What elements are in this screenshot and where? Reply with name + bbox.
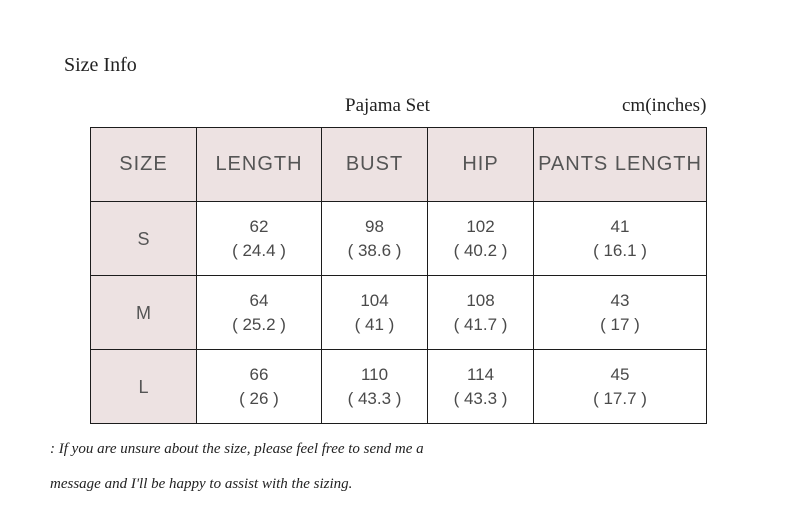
- table-row: [91, 202, 707, 276]
- inch-value: ( 43.3 ): [347, 388, 402, 408]
- inch-value: ( 16.1 ): [593, 240, 647, 260]
- inch-value: ( 26 ): [239, 388, 279, 408]
- cm-value: 102: [466, 216, 495, 236]
- hip-cell: [428, 350, 534, 424]
- bust-cell: [322, 276, 428, 350]
- inch-value: ( 40.2 ): [453, 240, 508, 260]
- column-header-pants-length: PANTS LENGTH: [534, 128, 707, 202]
- inch-value: ( 17.7 ): [593, 388, 647, 408]
- page-title: Size Info: [64, 54, 137, 76]
- inch-value: ( 38.6 ): [347, 240, 402, 260]
- pants-length-cell: [534, 350, 707, 424]
- size-chart-table: [90, 127, 707, 424]
- bust-cell: [322, 202, 428, 276]
- pants-length-cell: [534, 276, 707, 350]
- column-header-hip: HIP: [428, 128, 534, 202]
- size-label-cell: S: [91, 202, 197, 276]
- cm-value: 98: [365, 216, 384, 236]
- cm-value: 62: [249, 216, 269, 236]
- cm-value: 108: [466, 290, 495, 310]
- table-row: [91, 350, 707, 424]
- hip-cell: [428, 276, 534, 350]
- cm-value: 66: [249, 364, 269, 384]
- size-label-cell: L: [91, 350, 197, 424]
- inch-value: ( 25.2 ): [232, 314, 286, 334]
- length-cell: [197, 350, 322, 424]
- pants-length-cell: [534, 202, 707, 276]
- length-cell: [197, 276, 322, 350]
- column-header-length: LENGTH: [197, 128, 322, 202]
- cm-value: 104: [360, 290, 389, 310]
- table-row: [91, 276, 707, 350]
- inch-value: ( 41.7 ): [453, 314, 508, 334]
- cm-value: 114: [466, 364, 495, 384]
- inch-value: ( 43.3 ): [453, 388, 508, 408]
- cm-value: 43: [610, 290, 630, 310]
- units-label: cm(inches): [622, 95, 707, 116]
- size-label-cell: M: [91, 276, 197, 350]
- inch-value: ( 41 ): [354, 314, 395, 334]
- hip-cell: [428, 202, 534, 276]
- cm-value: 41: [610, 216, 630, 236]
- cm-value: 110: [360, 364, 389, 384]
- length-cell: [197, 202, 322, 276]
- sizing-note-line-2: message and I'll be happy to assist with the sizing.: [50, 476, 353, 492]
- cm-value: 64: [249, 290, 269, 310]
- cm-value: 45: [610, 364, 630, 384]
- inch-value: ( 17 ): [600, 314, 640, 334]
- table-subtitle: Pajama Set: [345, 95, 430, 116]
- inch-value: ( 24.4 ): [232, 240, 286, 260]
- table-header-row: [91, 128, 707, 202]
- column-header-size: SIZE: [91, 128, 197, 202]
- sizing-note-line-1: : If you are unsure about the size, please feel free to send me a: [50, 441, 424, 457]
- bust-cell: [322, 350, 428, 424]
- column-header-bust: BUST: [322, 128, 428, 202]
